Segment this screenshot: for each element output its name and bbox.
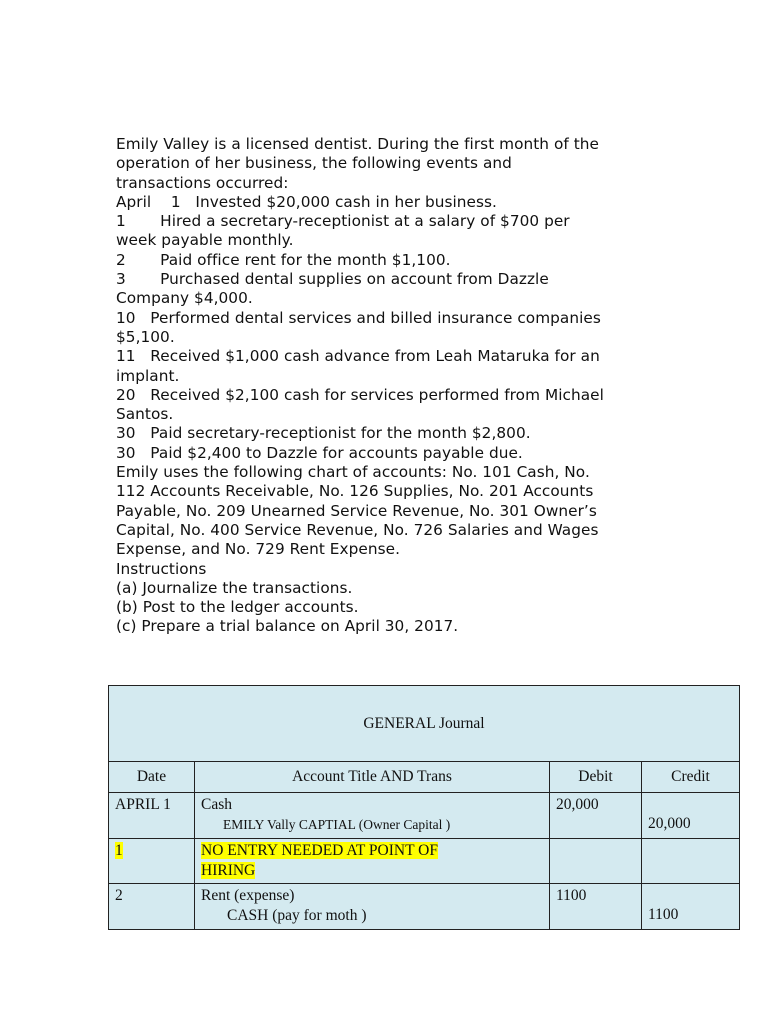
problem-line: 2 Paid office rent for the month $1,100.: [116, 250, 451, 269]
instructions-heading: Instructions: [116, 559, 207, 578]
problem-line: 3 Purchased dental supplies on account from Dazzle: [116, 270, 549, 289]
header-debit: Debit: [550, 762, 642, 793]
highlighted-date: 1: [115, 842, 123, 859]
journal-title-row: [109, 686, 740, 762]
header-credit: Credit: [642, 762, 740, 793]
row-debit: 1100: [550, 884, 642, 930]
row-account: [195, 839, 550, 884]
journal-row: [109, 839, 740, 884]
problem-line: Emily uses the following chart of accounts: No. 101 Cash, No.: [116, 463, 590, 482]
problem-line: Expense, and No. 729 Rent Expense.: [116, 540, 400, 559]
account-credit-line: CASH (pay for moth ): [227, 907, 367, 924]
credit-value: 1100: [648, 906, 679, 923]
problem-line: 1 Hired a secretary-receptionist at a salary of $700 per: [116, 212, 570, 231]
row-credit: [642, 793, 740, 839]
instruction-item: (b) Post to the ledger accounts.: [116, 598, 359, 617]
problem-line: week payable monthly.: [116, 231, 294, 250]
journal-row: [109, 793, 740, 839]
problem-line: transactions occurred:: [116, 173, 289, 192]
account-debit-line: Cash: [201, 796, 232, 813]
problem-line: Santos.: [116, 405, 174, 424]
problem-line: 20 Received $2,100 cash for services performed from Michael: [116, 385, 604, 404]
row-credit: [642, 884, 740, 930]
problem-statement: [116, 135, 661, 637]
problem-line: 30 Paid secretary-receptionist for the month $2,800.: [116, 424, 531, 443]
row-date: [109, 839, 195, 884]
problem-line: implant.: [116, 366, 180, 385]
instruction-item: (a) Journalize the transactions.: [116, 578, 353, 597]
journal-row: [109, 884, 740, 930]
problem-line: 30 Paid $2,400 to Dazzle for accounts payable due.: [116, 443, 523, 462]
problem-line: operation of her business, the following events and: [116, 154, 512, 173]
problem-line: Emily Valley is a licensed dentist. During the first month of the: [116, 135, 599, 153]
problem-line: Capital, No. 400 Service Revenue, No. 726 Salaries and Wages: [116, 520, 599, 539]
problem-line: 112 Accounts Receivable, No. 126 Supplies, No. 201 Accounts: [116, 482, 594, 501]
highlighted-note-line: HIRING: [201, 862, 256, 879]
row-debit: 20,000: [550, 793, 642, 839]
journal-title: GENERAL Journal: [109, 686, 740, 762]
row-account: [195, 884, 550, 930]
problem-line: 11 Received $1,000 cash advance from Leah Mataruka for an: [116, 347, 600, 366]
problem-line: Payable, No. 209 Unearned Service Revenue, No. 301 Owner’s: [116, 501, 597, 520]
row-account: [195, 793, 550, 839]
instruction-item: (c) Prepare a trial balance on April 30, 2017.: [116, 617, 459, 636]
row-date: 2: [109, 884, 195, 930]
problem-line: $5,100.: [116, 327, 175, 346]
header-account: Account Title AND Trans: [195, 762, 550, 793]
row-debit: [550, 839, 642, 884]
journal-header-row: [109, 762, 740, 793]
account-debit-line: Rent (expense): [201, 887, 295, 904]
problem-line: Company $4,000.: [116, 289, 253, 308]
account-credit-line: EMILY Vally CAPTIAL (Owner Capital ): [223, 817, 451, 832]
row-credit: [642, 839, 740, 884]
problem-line: April 1 Invested $20,000 cash in her business.: [116, 192, 497, 211]
header-date: Date: [109, 762, 195, 793]
row-date: APRIL 1: [109, 793, 195, 839]
credit-value: 20,000: [648, 815, 691, 832]
general-journal-table: [108, 685, 740, 930]
highlighted-note-line: NO ENTRY NEEDED AT POINT OF: [201, 842, 438, 859]
problem-line: 10 Performed dental services and billed insurance companies: [116, 308, 601, 327]
